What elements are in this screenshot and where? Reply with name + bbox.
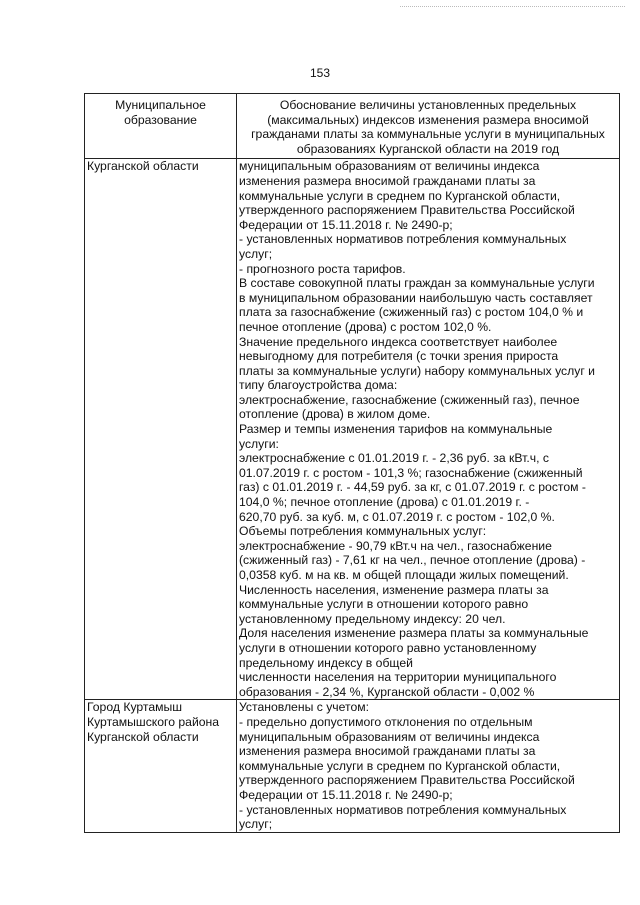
text-line: гражданами платы за коммунальные услуги в муниципальных [251, 127, 605, 142]
text-line: Федерации от 15.11.2018 г. № 2490-р; [239, 217, 453, 232]
text-line: Размер и темпы изменения тарифов на коммунальные [239, 422, 553, 437]
text-line: утвержденного распоряжением Правительства Российской [239, 203, 575, 218]
text-line: Значение предельного индекса соответствует наиболее [239, 334, 558, 349]
cell-justification-kurgan [237, 159, 620, 700]
text-line: услуги в отношении которого равно установленному [239, 640, 537, 655]
table-header-row [85, 94, 620, 159]
text-line: Доля населения изменение размера платы за коммунальные [239, 626, 589, 641]
header-municipality [85, 94, 237, 159]
text-line: услуг; [239, 817, 273, 832]
text-line: Город Куртамыш [87, 700, 183, 715]
text-line: услуг; [239, 246, 273, 261]
text-line: отопление (дрова) в жилом доме. [239, 407, 431, 422]
text-line: муниципальным образованиям от величины индекса [239, 729, 540, 744]
text-line: Курганской области [87, 729, 199, 744]
text-line: (сжиженный газ) - 7,61 кг на чел., печное отопление (дрова) - [239, 553, 586, 568]
text-line: Численность населения, изменение размера платы за [239, 582, 549, 597]
table-row [85, 700, 620, 832]
text-line: плата за газоснабжение (сжиженный газ) с ростом 104,0 % и [239, 305, 584, 320]
cell-justification-kurtamysh [237, 700, 620, 832]
text-line: коммунальные услуги в отношении которого равно [239, 597, 529, 612]
text-line: электроснабжение - 90,79 кВт.ч на чел., газоснабжение [239, 538, 552, 553]
text-line: В составе совокупной платы граждан за коммунальные услуги [239, 276, 595, 291]
text-line: Куртамышского района [87, 714, 220, 729]
text-line: Обоснование величины установленных предельных [279, 98, 577, 112]
text-line: газ) с 01.01.2019 г. - 44,59 руб. за кг, с 01.07.2019 г. с ростом - [239, 480, 586, 495]
text-line: электроснабжение с 01.01.2019 г. - 2,36 руб. за кВт.ч, с [239, 451, 549, 466]
text-line: - установленных нормативов потребления коммунальных [239, 232, 567, 247]
justification-table [84, 93, 620, 833]
text-line: коммунальные услуги в среднем по Курганской области, [239, 188, 561, 203]
text-line: Курганской области [87, 159, 199, 174]
header-justification [237, 94, 620, 159]
text-line: (максимальных) индексов изменения размера вносимой [267, 112, 589, 127]
table-row [85, 159, 620, 700]
text-line: типу благоустройства дома: [239, 378, 398, 393]
text-line: электроснабжение, газоснабжение (сжиженный газ), печное [239, 392, 580, 407]
text-line: изменения размера вносимой гражданами платы за [239, 173, 536, 188]
text-line: 01.07.2019 г. с ростом - 101,3 %; газоснабжение (сжиженный [239, 465, 583, 480]
text-line: Муниципальное [115, 98, 206, 112]
text-line: печное отопление (дрова) с ростом 102,0 %. [239, 319, 492, 334]
text-line: - предельно допустимого отклонения по отдельным [239, 714, 533, 729]
text-line: образование [124, 112, 197, 127]
text-line: коммунальные услуги в среднем по Курганской области, [239, 758, 561, 773]
text-line: услуги: [239, 436, 279, 451]
text-line: - прогнозного роста тарифов. [239, 261, 406, 276]
text-line: установленному предельному индексу: 20 чел. [239, 611, 506, 626]
text-line: 104,0 %; печное отопление (дрова) с 01.01.2019 г. - [239, 495, 530, 510]
cell-municipality-kurgan [85, 159, 237, 700]
text-line: образованиях Курганской области на 2019 год [296, 141, 560, 156]
text-line: Федерации от 15.11.2018 г. № 2490-р; [239, 787, 453, 802]
text-line: платы за коммунальные услуги) набору коммунальных услуг и [239, 363, 595, 378]
text-line: в муниципальном образовании наибольшую часть составляет [239, 290, 593, 305]
text-line: образования - 2,34 %, Курганской области - 0,002 % [239, 684, 535, 699]
text-line: численности населения на территории муниципального [239, 670, 557, 685]
scan-top-marks [400, 6, 625, 8]
text-line: предельному индексу в общей [239, 655, 413, 670]
page-number: 153 [309, 66, 331, 80]
text-line: - установленных нормативов потребления коммунальных [239, 802, 567, 817]
text-line: муниципальным образованиям от величины индекса [239, 159, 540, 174]
text-line: 0,0358 куб. м на кв. м общей площади жилых помещений. [239, 568, 569, 582]
text-line: изменения размера вносимой гражданами платы за [239, 744, 536, 759]
text-line: утвержденного распоряжением Правительства Российской [239, 773, 575, 788]
text-line: Установлены с учетом: [239, 700, 369, 715]
text-line: 620,70 руб. за куб. м, с 01.07.2019 г. с ростом - 102,0 %. [239, 509, 555, 524]
text-line: невыгодному для потребителя (с точки зрения прироста [239, 349, 559, 364]
cell-municipality-kurtamysh [85, 700, 237, 832]
text-line: Объемы потребления коммунальных услуг: [239, 524, 487, 539]
